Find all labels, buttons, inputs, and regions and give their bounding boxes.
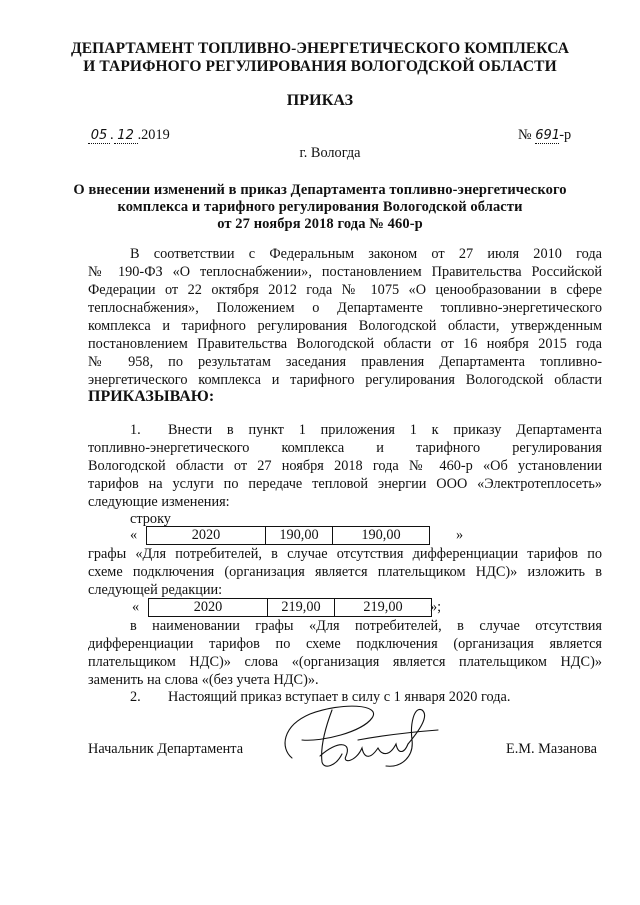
item1-line: топливно-энергетического комплекса и тарифного регулирования xyxy=(88,440,602,456)
number-handwritten: 691 xyxy=(535,128,561,143)
item1-number: 1. xyxy=(130,422,141,438)
item1-line: Внести в пункт 1 приложения 1 к приказу Департамента xyxy=(168,422,602,438)
new-row-year: 2020 xyxy=(149,599,268,616)
date-year: .2019 xyxy=(137,127,170,143)
preamble-line: № 958, по результатам заседания правления Департамента топливно- xyxy=(88,354,602,370)
item1-middle-line: следующей редакции: xyxy=(88,582,223,598)
item1-tail-line: заменить на слова «(без учета НДС)». xyxy=(88,672,319,688)
order-date: 05 . 12 .2019 xyxy=(88,127,170,144)
handwritten-signature xyxy=(262,696,452,776)
preamble-line: № 190-ФЗ «О теплоснабжении», постановлением Правительства Российской xyxy=(88,264,602,280)
old-row-close-quote: » xyxy=(456,527,464,543)
item2-text: Настоящий приказ вступает в силу с 1 января 2020 года. xyxy=(168,689,511,705)
preamble-line: Федерации от 22 октября 2012 года № 1075 «О ценообразовании в сфере xyxy=(88,282,602,298)
old-row-year: 2020 xyxy=(147,527,266,544)
order-word: ПРИКАЗЫВАЮ: xyxy=(88,388,215,405)
new-row-open-quote: « xyxy=(132,599,140,615)
preamble-line: комплекса и тарифного регулирования Вологодской области, утвержденным xyxy=(88,318,602,334)
new-row-table xyxy=(148,598,432,617)
preamble-line: постановлением Правительства Вологодской области от 16 ноября 2015 года xyxy=(88,336,602,352)
old-row-value1: 190,00 xyxy=(266,527,333,544)
number-prefix: № xyxy=(518,127,532,143)
old-row-open-quote: « xyxy=(130,527,138,543)
old-row-table xyxy=(146,526,430,545)
item1-line: тарифов на услуги по передаче тепловой энергии ООО «Электротеплосеть» xyxy=(88,476,602,492)
title-line2: комплекса и тарифного регулирования Вологодской области xyxy=(117,199,523,215)
item1-tail-line: плательщиком НДС)» слова «(организация является плательщиком НДС)» xyxy=(88,654,602,670)
city: г. Вологда xyxy=(299,145,361,161)
item1-line: следующие изменения: xyxy=(88,494,230,510)
title-line1: О внесении изменений в приказ Департамента топливно-энергетического xyxy=(73,182,567,198)
item1-middle-line: схеме подключения (организация является плательщиком НДС)» изложить в xyxy=(88,564,602,580)
new-row-value2: 219,00 xyxy=(363,599,403,615)
department-name-line1: ДЕПАРТАМЕНТ ТОПЛИВНО-ЭНЕРГЕТИЧЕСКОГО КОМПЛЕКСА xyxy=(70,40,570,57)
old-row-value2: 190,00 xyxy=(361,527,401,543)
order-number xyxy=(518,127,571,144)
preamble-line: энергетического комплекса и тарифного регулирования Вологодской области xyxy=(88,372,602,388)
signatory-position: Начальник Департамента xyxy=(88,741,244,757)
item1-tail-line: в наименовании графы «Для потребителей, в случае отсутствия xyxy=(130,618,602,634)
document-type: ПРИКАЗ xyxy=(286,92,354,109)
item2-number: 2. xyxy=(130,689,141,705)
new-row-close-quote: »; xyxy=(430,599,442,615)
date-day-handwritten: 05 xyxy=(88,128,110,144)
item1-tail-line: дифференциации тарифов по схеме подключения (организация является xyxy=(88,636,602,652)
title-line3: от 27 ноября 2018 года № 460-р xyxy=(217,216,423,232)
row-label: строку xyxy=(130,511,171,527)
item1-middle-line: графы «Для потребителей, в случае отсутствия дифференциации тарифов по xyxy=(88,546,602,562)
preamble-line: теплоснабжения», Положением о Департаменте топливно-энергетического xyxy=(88,300,602,316)
signatory-name: Е.М. Мазанова xyxy=(506,741,597,757)
item1-line: Вологодской области от 27 ноября 2018 года № 460-р «Об установлении xyxy=(88,458,602,474)
number-suffix: -р xyxy=(559,127,572,143)
preamble-line: В соответствии с Федеральным законом от 27 июля 2010 года xyxy=(130,246,602,262)
new-row-value1: 219,00 xyxy=(268,599,335,616)
date-month-handwritten: 12 xyxy=(114,128,138,144)
department-name-line2: И ТАРИФНОГО РЕГУЛИРОВАНИЯ ВОЛОГОДСКОЙ ОБЛАСТИ xyxy=(83,58,557,75)
